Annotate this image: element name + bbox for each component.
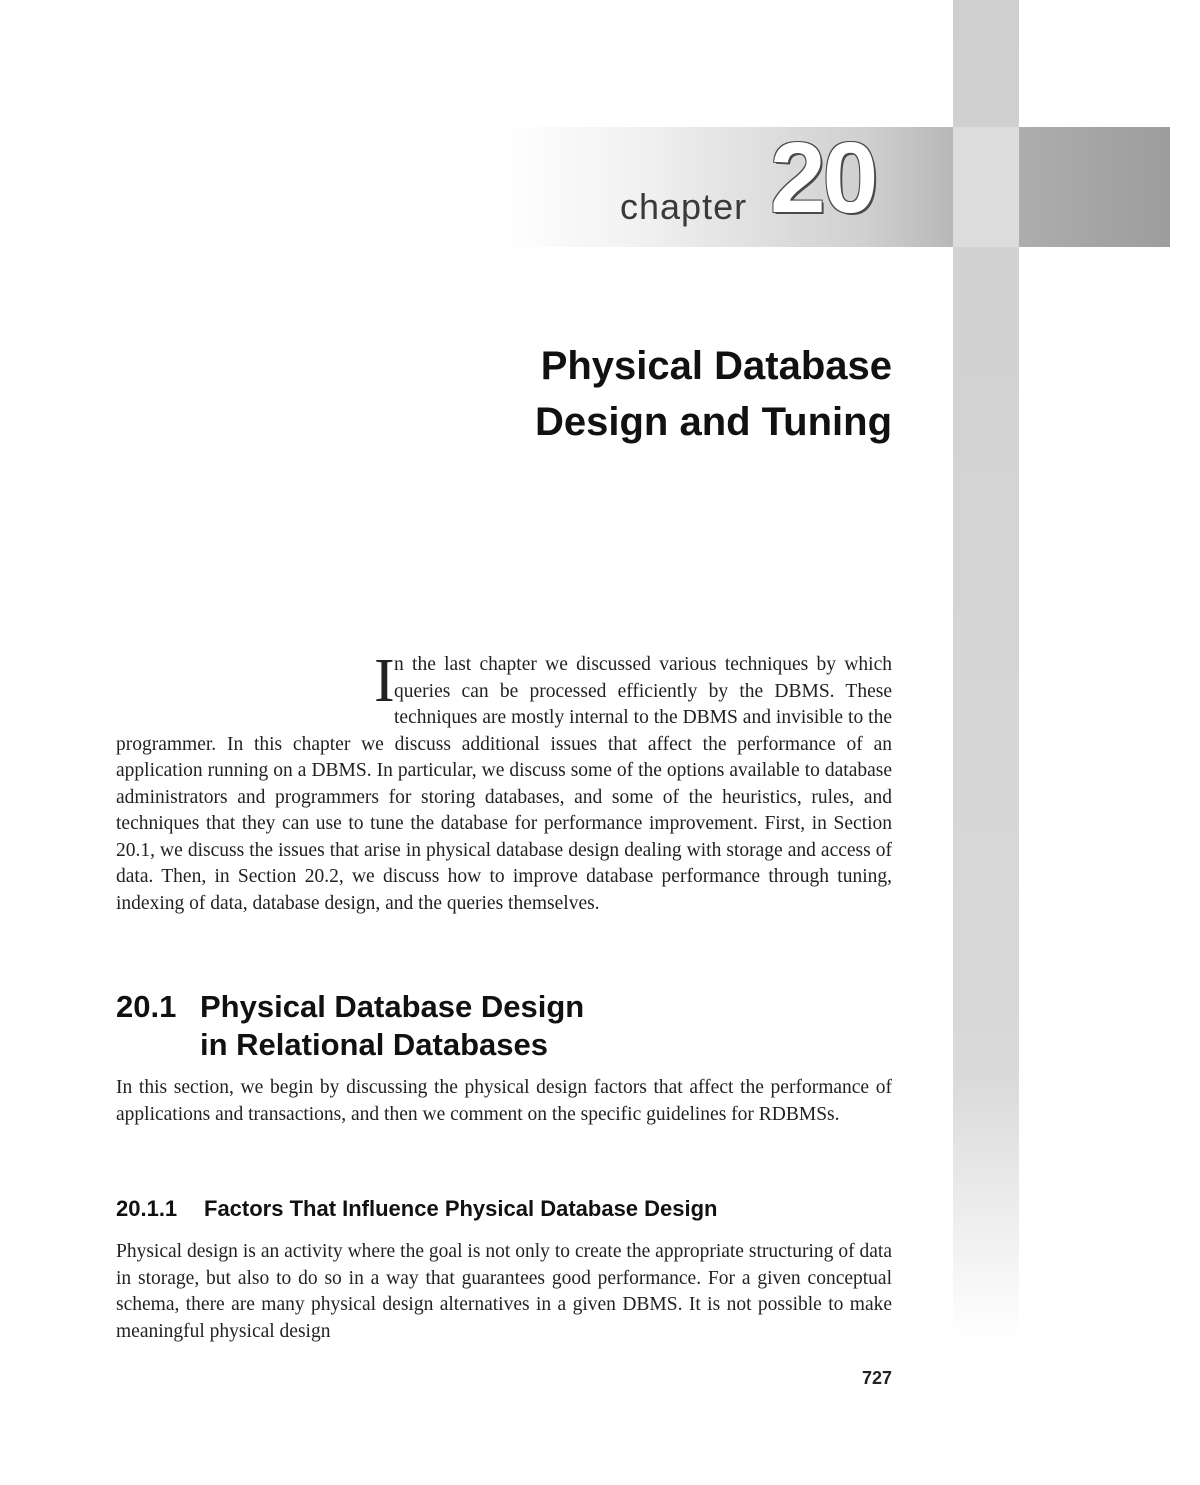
section-number: 20.1 bbox=[116, 989, 177, 1024]
chapter-title-line-1: Physical Database bbox=[540, 344, 892, 388]
subsection-paragraph: Physical design is an activity where the goal is not only to create the appropriate structuring of data in storage, but also to do so in a way that guarantees good performance. For a given conceptual schema, there are many physical design alternatives in a given DBMS. It is not possible to make meaningful physical design bbox=[116, 1241, 892, 1342]
section-title-line-1: Physical Database Design bbox=[200, 989, 585, 1024]
chapter-title-line-2: Design and Tuning bbox=[534, 400, 892, 444]
intro-paragraph bbox=[116, 647, 892, 917]
subsection-title: Factors That Influence Physical Database Design bbox=[204, 1196, 718, 1221]
section-title-line-2: in Relational Databases bbox=[200, 1027, 549, 1062]
intro-text: n the last chapter we discussed various techniques by which queries can be processed efficiently by the DBMS. These techniques are mostly internal to the DBMS and invisible to the programmer. In this chapter we discuss additional issues that affect the performance of an application running on a DBMS. In particular, we discuss some of the options available to database administrators and programmers for storing databases, and some of the heuristics, rules, and techniques that they can use to tune the database for performance improvement. First, in Section 20.1, we discuss the issues that arise in physical database design dealing with storage and access of data. Then, in Section 20.2, we discuss how to improve database performance through tuning, indexing of data, database design, and the queries themselves. bbox=[116, 654, 892, 914]
subsection-heading bbox=[116, 1196, 718, 1222]
drop-cap: I bbox=[374, 647, 395, 715]
decorative-bar-intersection bbox=[953, 127, 1019, 247]
chapter-title bbox=[292, 338, 892, 450]
page-number: 727 bbox=[861, 1368, 892, 1388]
chapter-number: 20 bbox=[770, 122, 876, 234]
chapter-label: chapter bbox=[620, 186, 748, 227]
subsection-number: 20.1.1 bbox=[116, 1196, 178, 1221]
section-paragraph: In this section, we begin by discussing the physical design factors that affect the performance of applications and transactions, and then we comment on the specific guidelines for RDBMSs. bbox=[116, 1077, 892, 1125]
